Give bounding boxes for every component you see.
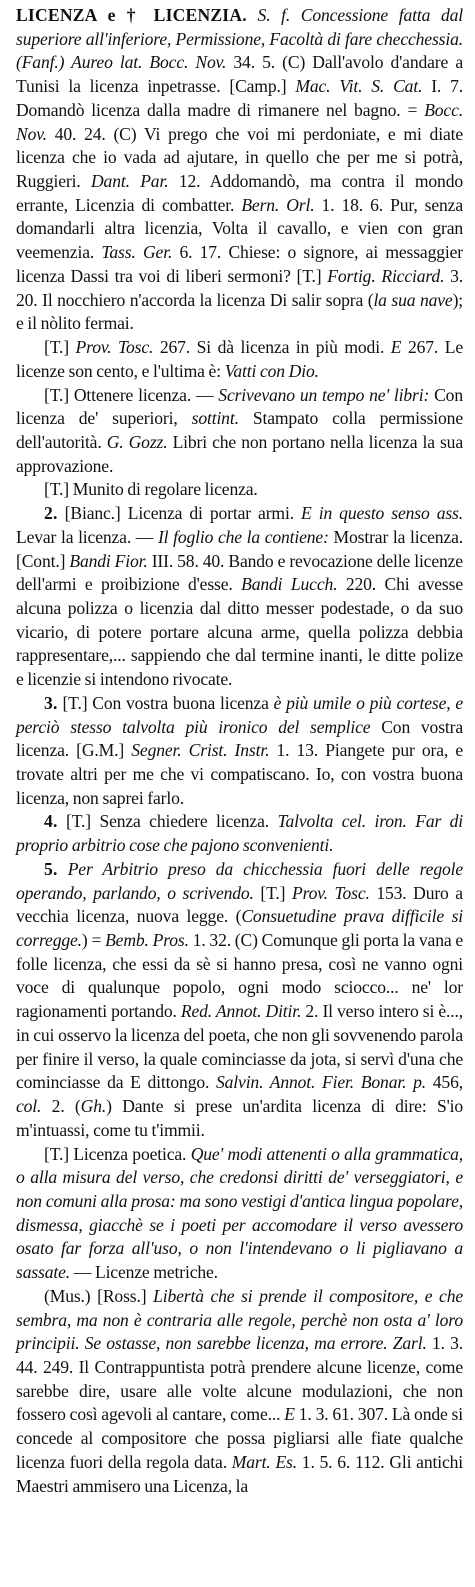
italic-run: Bandi Fior. xyxy=(69,550,148,571)
entry-paragraph-proverb xyxy=(16,336,463,383)
entry-sense-4 xyxy=(16,810,463,857)
text-run: 34. 5. (C) Dall'avolo d'andare a Tunisi la licenza inpetrasse. [Camp.] xyxy=(16,52,463,97)
italic-run: Mac. Vit. S. Cat. xyxy=(295,76,423,97)
text-run: [T.] Ottenere licenza. — xyxy=(44,384,219,405)
text-run: I. 7. Domandò licenza dalla madre di rimanere nel bagno. = xyxy=(16,76,463,120)
text-run: [Bianc.] Licenza di portar armi. xyxy=(57,503,302,524)
bold-run: LICENZA e † LICENZIA. xyxy=(16,5,247,25)
entry-sense-3 xyxy=(16,692,463,811)
text-run: 2. Il verso intero si è..., in cui osservo la licenza del poeta, che non gli sovvenendo parola per finire il verso, la quale cominciasse da jota, si servì d'una che cominciasse da E dittongo. xyxy=(16,1001,464,1093)
text-run: [T.] Licenza poetica. xyxy=(44,1143,191,1164)
italic-run: S. f. Concessione fatta dal superiore all'inferiore, Permissione, Facoltà di fare checchessia. (Fanf.) Aureo lat. Bocc. Nov. xyxy=(16,5,463,73)
text-run: [T.] Munito di regolare licenza. xyxy=(44,479,258,500)
italic-run: G. Gozz. xyxy=(106,431,168,452)
italic-run: Dant. Par. xyxy=(91,171,169,192)
text-run: III. 58. 40. Bando e revocazione delle licenze dell'armi e proibizione d'esse. xyxy=(16,550,463,595)
italic-run: Fortig. Ricciard. xyxy=(327,265,445,286)
text-run: 40. 24. (C) Vi prego che voi mi perdoniate, e mi diate licenza che io vada ad ajutare, in quello che per me si potrà, Ruggieri. xyxy=(16,123,463,192)
text-run: 1. 32. (C) Comunque gli porta la vana e folle licenza, che essi da sè si hanno presa, così ne vanno ogni voce di qualunque popolo, ogni modo sciocco... ne' lor ragionamenti portando. xyxy=(16,930,463,1022)
bold-run: 4. xyxy=(44,811,58,832)
italic-run: Mart. Es. xyxy=(231,1451,297,1472)
italic-run: Bandi Lucch. xyxy=(241,574,338,595)
text-run: 267. Le licenze son cento, e l'ultima è: xyxy=(16,337,463,381)
text-run: — Licenze metriche. xyxy=(70,1262,218,1283)
text-run: Mostrar la licenza. [Cont.] xyxy=(16,526,463,571)
text-run: 153. Duro a vecchia licenza, nuova legge. ( xyxy=(16,882,463,927)
italic-run: E xyxy=(284,1404,295,1425)
italic-run: Scrivevano un tempo ne' libri: xyxy=(218,384,430,405)
entry-paragraph-poetic xyxy=(16,1143,463,1285)
bold-run: 5. xyxy=(44,858,58,879)
text-run: ); e il nòlito fermai. xyxy=(16,289,464,334)
italic-run: E xyxy=(390,337,402,358)
italic-run: Gh. xyxy=(80,1096,107,1117)
italic-run: Red. Annot. Ditir. xyxy=(180,1001,302,1022)
text-run: Stampato colla permissione dell'autorità. xyxy=(16,408,463,452)
entry-paragraph-obtain xyxy=(16,384,463,479)
italic-run: Bocc. Nov. xyxy=(16,99,463,144)
italic-run: Segner. Crist. Instr. xyxy=(131,740,270,761)
italic-run: E in questo senso ass. xyxy=(301,503,463,524)
entry-sense-2 xyxy=(16,502,463,692)
italic-run: Bern. Orl. xyxy=(241,194,315,215)
text-run: ) Dante si prese un'ardita licenza di dire: S'io m'intuassi, come tu t'immii. xyxy=(16,1096,463,1140)
italic-run: Prov. Tosc. xyxy=(291,882,370,903)
text-run xyxy=(58,859,68,879)
text-run xyxy=(247,5,258,25)
text-run: 267. Si dà licenza in più modi. xyxy=(153,337,391,358)
text-run: 1. 3. 61. 307. Là onde si concede al compositore che possa pigliarsi alle fiate qualche licenza fuori della regola data. xyxy=(16,1404,463,1472)
text-run: 456, xyxy=(426,1072,463,1093)
text-run: 1. 3. 44. 249. Il Contrappuntista potrà prendere alcune licenze, come sarebbe dire, usare alle volte alcune modulazioni, che non fossero così agevoli al cantare, come... xyxy=(16,1333,463,1425)
italic-run: Il foglio che la contiene: xyxy=(157,526,329,547)
text-run: 1. 18. 6. Pur, senza domandarli altra licenzia, Volta il cavallo, e vien con gran veemenzia. xyxy=(16,194,463,263)
italic-run: Bemb. Pros. xyxy=(105,930,189,951)
italic-run: è più umile o più cortese, e perciò stesso talvolta più ironico del semplice xyxy=(16,692,463,737)
italic-run: col. xyxy=(16,1096,42,1117)
italic-run: la sua nave xyxy=(373,289,453,310)
italic-run: Libertà che si prende il compositore, e che sembra, ma non è contraria alle regole, perchè non osta a' loro principii. Se ostasse, non sarebbe licenza, ma errore. Zarl. xyxy=(16,1285,464,1354)
text-run: (Mus.) [Ross.] xyxy=(44,1285,154,1306)
entry-sense-5 xyxy=(16,858,463,1143)
text-run: ) = xyxy=(81,930,106,951)
italic-run: Talvolta cel. iron. Far di proprio arbitrio cose che pajono sconvenienti. xyxy=(16,811,464,856)
bold-run: 3. xyxy=(44,692,58,713)
text-run: Con licenza de' superiori, xyxy=(16,384,463,429)
entry-paragraph-licensed xyxy=(16,478,463,502)
text-run: 1. 5. 6. 112. Gli antichi Maestri ammisero una Licenza, la xyxy=(16,1451,463,1496)
italic-run: Que' modi attenenti o alla grammatica, o alla misura del verso, che credonsi diritti de' verseggiatori, e non comuni alla prosa: ma sono vestigi d'antica lingua popolare, dismessa, giacchè se i poeti per accomodare il verso avessero osato far forza all'uso, o non l'intendevano o li pigliavano a sassate. xyxy=(16,1143,463,1283)
text-run: 2. ( xyxy=(41,1096,81,1117)
italic-run: Salvin. Annot. Fier. Bonar. p. xyxy=(216,1072,427,1093)
text-run: Libri che non portano nella licenza la sua approvazione. xyxy=(16,431,463,476)
bold-run: 2. xyxy=(44,503,58,524)
text-run: [T.] Senza chiedere licenza. xyxy=(57,811,278,832)
text-run: 6. 17. Chiese: o signore, ai messaggier licenza Dassi tra voi di liberi sermoni? [T.] xyxy=(16,242,463,286)
italic-run: Consuetudine prava difficile si corregge. xyxy=(16,906,464,951)
text-run: [T.] xyxy=(44,337,76,358)
text-run: Levar la licenza. — xyxy=(16,526,158,547)
italic-run: Per Arbitrio preso da chicchessia fuori delle regole operando, parlando, o scrivendo. xyxy=(16,858,464,903)
italic-run: sottint. xyxy=(191,408,239,429)
text-run: Con vostra licenza. [G.M.] xyxy=(16,716,463,761)
text-run: 1. 13. Piangete pur ora, e trovate altri per me che vi compatiscano. Io, con vostra buona licenza, non saprei farlo. xyxy=(16,740,463,808)
text-run: 220. Chi avesse alcuna polizza o licenzia dal ditto messer podestade, o da suo vicario, di potere portare alcuna arme, quella polizza debbia rappresentare,... sappiendo che dal termine inanti, le ditte polize e licenzie si intendono rivocate. xyxy=(16,574,463,690)
entry-paragraph-main xyxy=(16,4,463,336)
italic-run: Prov. Tosc. xyxy=(75,337,154,358)
text-run: [T.] Con vostra buona licenza xyxy=(57,692,274,713)
italic-run: Tass. Ger. xyxy=(101,242,173,263)
entry-paragraph-music xyxy=(16,1285,463,1498)
text-run: 3. 20. Il nocchiero n'accorda la licenza Di salir sopra ( xyxy=(16,265,463,310)
text-run: [T.] xyxy=(253,882,292,903)
italic-run: Vatti con Dio. xyxy=(224,360,319,381)
text-run: 12. Addomandò, ma contra il mondo errante, Licenzia di combatter. xyxy=(16,171,463,215)
